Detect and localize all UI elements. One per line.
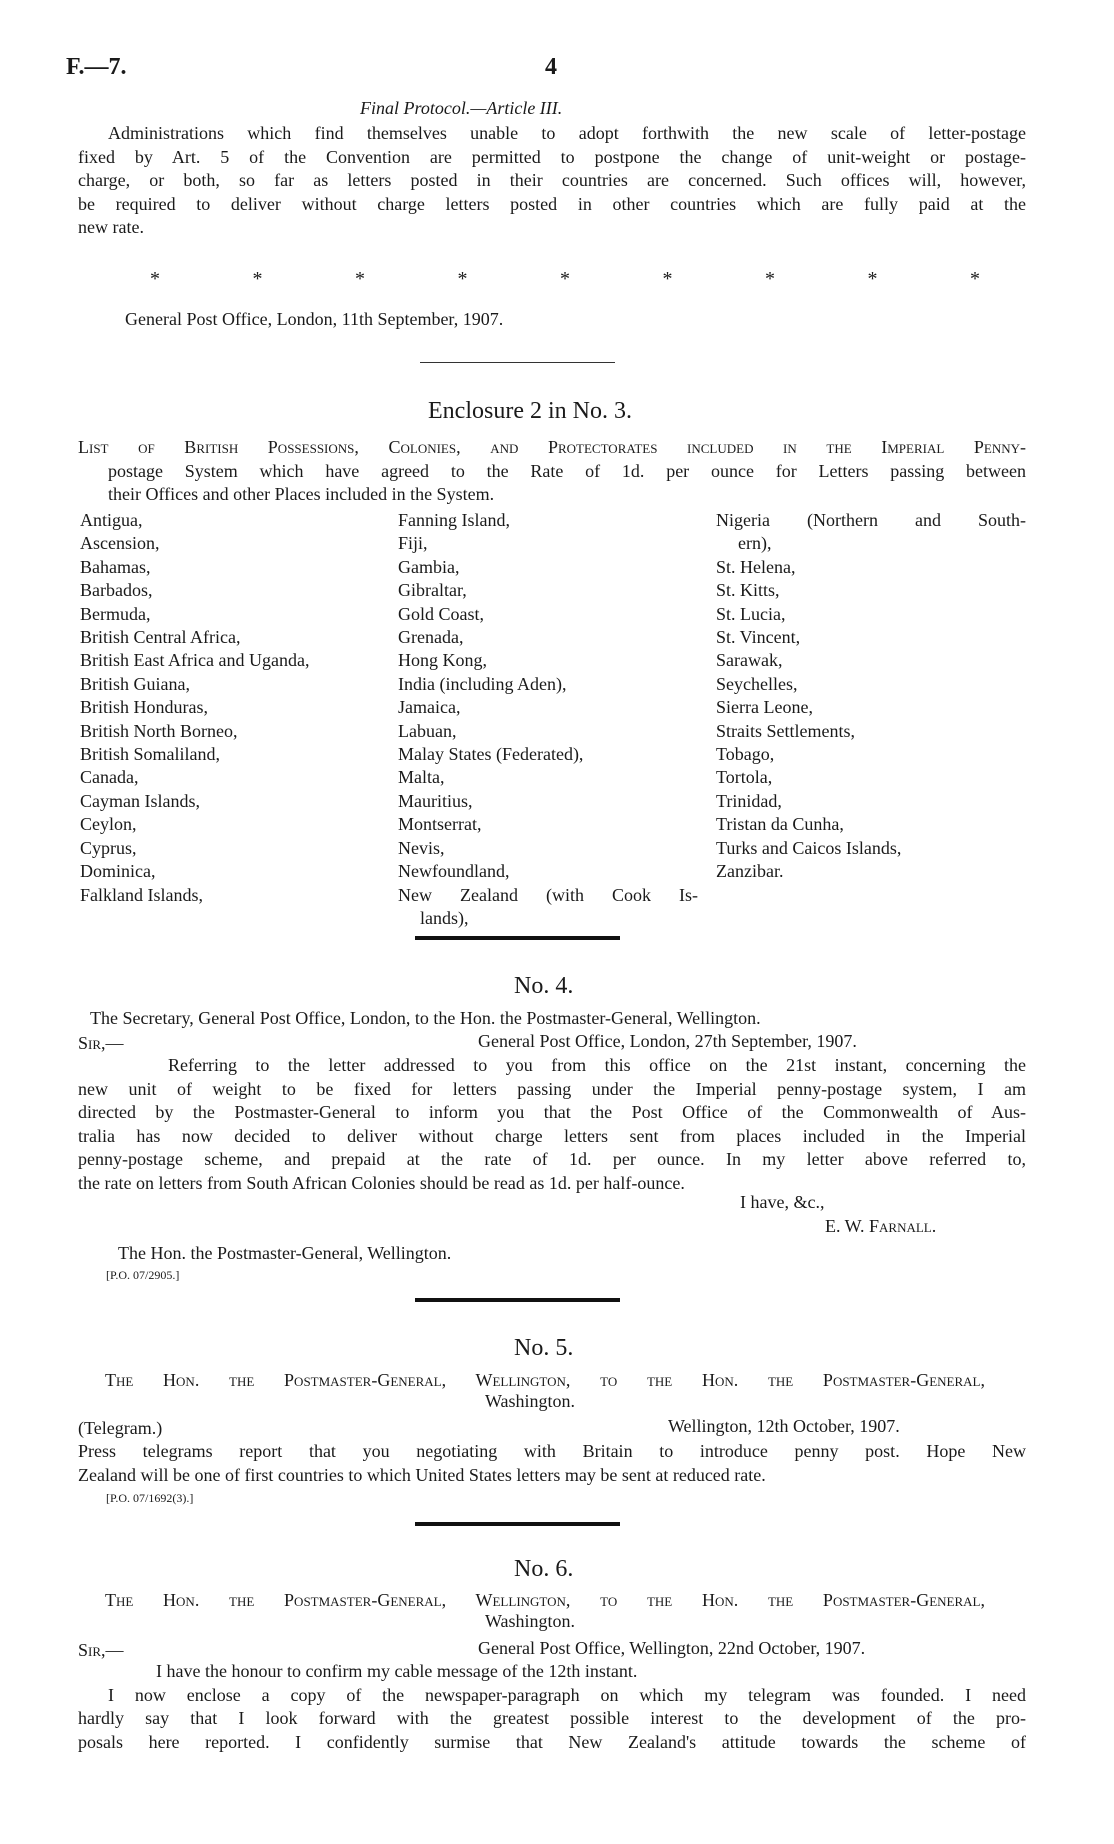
no5-body <box>78 1440 1026 1487</box>
possession-item: Bahamas, <box>80 556 151 577</box>
protocol-line: fixed by Art. 5 of the Convention are permitted to postpone the change of unit-weight or postage- <box>78 146 1026 167</box>
possession-item: Turks and Caicos Islands, <box>716 837 902 858</box>
no5-body-line: Press telegrams report that you negotiating with Britain to introduce penny post. Hope New <box>78 1441 1026 1461</box>
possession-item: New Zealand (with Cook Is- <box>398 884 698 905</box>
no5-heading: No. 5. <box>514 1335 574 1361</box>
possession-item: Malay States (Federated), <box>398 744 584 765</box>
no4-body-line: Referring to the letter addressed to you from this office on the 21st instant, concerning the <box>168 1055 1026 1075</box>
document-reference: F.—7. <box>66 54 127 80</box>
possession-item: Barbados, <box>80 580 153 601</box>
possession-item: British Guiana, <box>80 673 190 694</box>
possession-item: Sierra Leone, <box>716 697 813 718</box>
no6-body <box>78 1660 1026 1754</box>
possession-item: British Honduras, <box>80 697 208 718</box>
star: * <box>252 268 263 290</box>
no4-addressee: The Hon. the Postmaster-General, Wellington. <box>118 1243 452 1263</box>
no6-address <box>105 1590 985 1632</box>
no5-dateline: Wellington, 12th October, 1907. <box>668 1416 900 1436</box>
protocol-line: Administrations which find themselves unable to adopt forthwith the new scale of letter-postage <box>108 123 1026 143</box>
no6-dateline: General Post Office, Wellington, 22nd October, 1907. <box>478 1638 866 1658</box>
possession-item: Newfoundland, <box>398 861 510 882</box>
star: * <box>765 268 775 290</box>
possession-item: Dominica, <box>80 861 156 882</box>
possession-item: Canada, <box>80 767 139 788</box>
ellipsis-stars <box>150 268 980 291</box>
possession-item: Mauritius, <box>398 790 473 811</box>
no4-salutation: Sir,— <box>78 1033 124 1053</box>
possession-item: Labuan, <box>398 720 457 741</box>
possession-item: British Somaliland, <box>80 744 221 765</box>
protocol-line: charge, or both, so far as letters posted in their countries are concerned. Such offices will, however, <box>78 170 1026 190</box>
no4-body-line: the rate on letters from South African Colonies should be read as 1d. per half-ounce. <box>78 1172 685 1193</box>
no6-salutation: Sir,— <box>78 1640 124 1660</box>
possession-item: Montserrat, <box>398 814 482 835</box>
no6-body-line: I have the honour to confirm my cable message of the 12th instant. <box>156 1661 638 1681</box>
no6-address-text: The Hon. the Postmaster-General, Wellington, to the Hon. the Postmaster-General, <box>105 1590 985 1610</box>
no5-body-line: Zealand will be one of first countries to which United States letters may be sent at reduced rate. <box>78 1464 766 1485</box>
possession-item: Seychelles, <box>716 673 798 694</box>
no4-body-line: tralia has now decided to deliver without charge letters sent from places included in the Imperial <box>78 1125 1026 1146</box>
enclosure-intro <box>78 436 1026 507</box>
star: * <box>867 268 878 290</box>
possession-item: Sarawak, <box>716 650 783 671</box>
possession-item: Gibraltar, <box>398 580 467 601</box>
possessions-column-3 <box>716 509 1026 884</box>
possession-item: British North Borneo, <box>80 720 238 741</box>
possession-item: Straits Settlements, <box>716 720 855 741</box>
no4-closing: I have, &c., <box>740 1192 825 1212</box>
enclosure-heading: Enclosure 2 in No. 3. <box>428 398 632 424</box>
no5-address-line: Washington. <box>485 1391 576 1411</box>
no5-address-text: The Hon. the Postmaster-General, Wellington, to the Hon. the Postmaster-General, <box>105 1370 985 1390</box>
no4-body-line: directed by the Postmaster-General to inform you that the Post Office of the Commonwealth of Aus- <box>78 1102 1026 1122</box>
possession-item: Nevis, <box>398 837 445 858</box>
no6-address-line: Washington. <box>485 1611 576 1631</box>
star: * <box>150 268 160 290</box>
enclosure-intro-rest: and Protectorates included in the Imperial Penny- <box>490 437 1027 457</box>
possession-item: Bermuda, <box>80 603 151 624</box>
possession-item: Hong Kong, <box>398 650 487 671</box>
no5-telegram-label: (Telegram.) <box>78 1418 163 1438</box>
no4-body-line: new unit of weight to be fixed for letters passing under the Imperial penny-postage system, I am <box>78 1078 1026 1099</box>
possession-item: St. Lucia, <box>716 603 786 624</box>
star: * <box>355 268 365 290</box>
protocol-signoff: General Post Office, London, 11th September, 1907. <box>125 309 504 329</box>
possessions-column-1 <box>80 509 309 907</box>
possession-item: Fanning Island, <box>398 510 510 530</box>
possession-item: Falkland Islands, <box>80 884 203 905</box>
no6-body-line: posals here reported. I confidently surmise that New Zealand's attitude towards the scheme of <box>78 1731 1026 1752</box>
no4-signature: E. W. Farnall. <box>825 1216 937 1236</box>
section-divider <box>420 362 615 363</box>
section-divider <box>415 1298 620 1302</box>
enclosure-intro-line: their Offices and other Places included in the System. <box>108 484 495 504</box>
enclosure-intro-line <box>78 436 1026 460</box>
no5-address <box>105 1370 985 1412</box>
protocol-paragraph <box>78 122 1026 240</box>
no6-address-line <box>105 1590 985 1611</box>
possession-item: Zanzibar. <box>716 861 784 882</box>
possession-item: India (including Aden), <box>398 673 567 694</box>
no5-address-line <box>105 1370 985 1391</box>
possession-item: Tobago, <box>716 744 775 765</box>
enclosure-intro-lead: List of British Possessions, Colonies, <box>78 437 461 457</box>
no4-address: The Secretary, General Post Office, London, to the Hon. the Postmaster-General, Wellington. <box>90 1008 761 1028</box>
possession-item: Antigua, <box>80 510 143 530</box>
section-divider <box>415 936 620 940</box>
possession-item: Tristan da Cunha, <box>716 814 844 835</box>
protocol-line: new rate. <box>78 217 144 237</box>
no6-heading: No. 6. <box>514 1556 574 1582</box>
no4-body <box>78 1054 1026 1195</box>
no4-dateline: General Post Office, London, 27th September, 1907. <box>478 1031 857 1051</box>
section-divider <box>415 1522 620 1526</box>
possession-item: Jamaica, <box>398 697 461 718</box>
possession-item: St. Vincent, <box>716 627 801 648</box>
possession-item: British East Africa and Uganda, <box>80 650 310 671</box>
possession-item: Grenada, <box>398 627 464 648</box>
no6-body-line: hardly say that I look forward with the greatest possible interest to the development of the pro- <box>78 1708 1026 1728</box>
possession-item: St. Kitts, <box>716 580 780 601</box>
possession-item: Trinidad, <box>716 790 782 811</box>
protocol-title: Final Protocol.—Article III. <box>360 98 563 118</box>
no4-heading: No. 4. <box>514 973 574 999</box>
star: * <box>457 268 468 290</box>
possession-item: Gold Coast, <box>398 603 485 624</box>
no5-file-reference: [P.O. 07/1692(3).] <box>106 1491 194 1505</box>
possession-item: Nigeria (Northern and South- <box>716 510 1026 530</box>
protocol-line: be required to deliver without charge letters posted in other countries which are fully paid at the <box>78 193 1026 214</box>
possession-item: Tortola, <box>716 767 773 788</box>
possession-item: British Central Africa, <box>80 627 241 648</box>
enclosure-intro-line: postage System which have agreed to the Rate of 1d. per ounce for Letters passing between <box>108 460 1026 481</box>
page-number: 4 <box>545 54 557 80</box>
star: * <box>662 268 673 290</box>
possessions-column-2 <box>398 509 698 930</box>
no4-body-line: penny-postage scheme, and prepaid at the rate of 1d. per ounce. In my letter above referred to, <box>78 1149 1026 1169</box>
possession-item: Cyprus, <box>80 837 137 858</box>
possession-item: Ascension, <box>80 533 160 554</box>
star: * <box>970 268 980 290</box>
possession-item: St. Helena, <box>716 556 796 577</box>
possession-item: lands), <box>420 907 469 928</box>
star: * <box>560 268 570 290</box>
no6-body-line: I now enclose a copy of the newspaper-paragraph on which my telegram was founded. I need <box>108 1684 1026 1705</box>
possession-item: Malta, <box>398 767 445 788</box>
possession-item: ern), <box>738 533 772 554</box>
possession-item: Ceylon, <box>80 814 137 835</box>
no4-file-reference: [P.O. 07/2905.] <box>106 1268 180 1282</box>
possession-item: Gambia, <box>398 556 460 577</box>
possession-item: Fiji, <box>398 533 428 554</box>
possession-item: Cayman Islands, <box>80 790 200 811</box>
